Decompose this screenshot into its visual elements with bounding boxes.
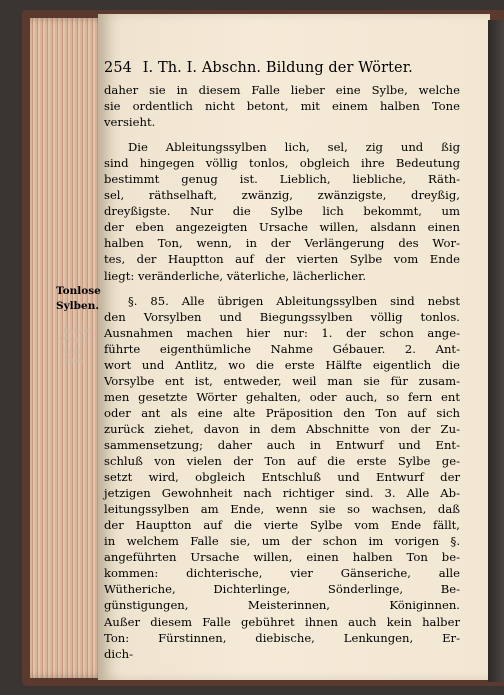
bleed-line: Wörter hinge- [60, 336, 89, 355]
text-line: der eben angezeigten Ursache willen, alsdann einen [104, 220, 460, 235]
text-line: Vorsylbe ent ist, entweder, weil man sie für zusam- [104, 373, 460, 388]
text-line: angeführten Ursache willen, einen halben Ton be- [104, 550, 460, 565]
text-line: zurück ziehet, davon in dem Abschnitte von der Zu- [104, 421, 460, 436]
paragraph [104, 82, 460, 130]
text-line: sel, räthselhaft, zwänzig, zwänzigste, dreyßig, [104, 188, 460, 203]
page-header [104, 60, 444, 76]
text-line: §. 85. Alle übrigen Ableitungssylben sind nebst [128, 293, 460, 308]
bleed-line: schen [60, 356, 84, 365]
margin-note [56, 284, 108, 314]
text-line: bestimmt genug ist. Lieblich, liebliche, Räth- [104, 172, 460, 187]
page-number: 254 [104, 60, 132, 76]
text-line: tes, der Hauptton auf der vierten Sylbe vom Ende [104, 252, 460, 267]
text-line: führte eigenthümliche Nahme Gébauer. 2. Ant- [104, 341, 460, 356]
bleed-line: Bau der [60, 326, 93, 335]
text-line: Ausnahmen machen hier nur: 1. der schon ange- [104, 325, 460, 340]
text-line: leitungssylben am Ende, wenn sie so wachsen, daß [104, 502, 460, 517]
text-line: kommen: dichterische, vier Gänseriche, alle [104, 566, 460, 581]
margin-note-line: Sylben. [56, 300, 99, 312]
text-line: dich- [104, 646, 134, 661]
text-line: dreyßigste. Nur die Sylbe lich bekommt, um [104, 204, 460, 219]
text-line: sie ordentlich nicht betont, mit einem halben Tone [104, 99, 460, 114]
text-line: setzt wird, obgleich Entschluß und Entwurf der [104, 470, 460, 485]
text-line: Wütheriche, Dichterlinge, Sönderlinge, Be- [104, 582, 460, 597]
text-line: daher sie in diesem Falle lieber eine Sylbe, welche [104, 83, 460, 97]
paragraph [104, 139, 460, 283]
text-line: den Vorsylben und Biegungssylben völlig tonlos. [104, 309, 460, 324]
bleed-through-text [60, 326, 104, 366]
text-line: der Hauptton auf die vierte Sylbe vom Ende fällt, [104, 518, 460, 533]
text-line: halben Ton, wenn, in der Verlängerung des Wor- [104, 236, 460, 251]
text-line: Außer diesem Falle gebühret ihnen auch kein halber [104, 614, 460, 629]
body-text [104, 82, 460, 671]
text-line: oder ant als eine alte Präposition den Ton auf sich [104, 405, 460, 420]
margin-note-line: Tonlose [56, 285, 101, 297]
paragraph [104, 293, 460, 662]
text-line: Ton: Fürstinnen, diebische, Lenkungen, Er- [104, 630, 460, 645]
text-line: günstigungen, Meisterinnen, Königinnen. [104, 598, 460, 613]
text-line: versieht. [104, 115, 156, 130]
text-line: liegt: veränderliche, väterliche, lächerlicher. [104, 268, 367, 283]
text-line: sind hingegen völlig tonlos, obgleich ihre Bedeutung [104, 156, 460, 171]
text-line: sammensetzung; daher auch in Entwurf und Ent- [104, 437, 460, 452]
facing-page-edge [488, 20, 504, 682]
text-line: Die Ableitungssylben lich, sel, zig und ßig [128, 140, 460, 155]
running-title: I. Th. I. Abschn. Bildung der Wörter. [142, 60, 413, 76]
text-line: wort und Antlitz, wo die erste Hälfte eigentlich die [104, 357, 460, 372]
text-line: in welchem Falle sie, um der schon im vorigen §. [104, 534, 460, 549]
text-line: schluß von vielen der Ton auf die erste Sylbe ge- [104, 454, 460, 469]
text-line: men gesetzte Wörter gehalten, oder auch, so fern ent [104, 389, 460, 404]
text-line: jetzigen Gewohnheit nach richtiger sind. 3. Alle Ab- [104, 486, 460, 501]
